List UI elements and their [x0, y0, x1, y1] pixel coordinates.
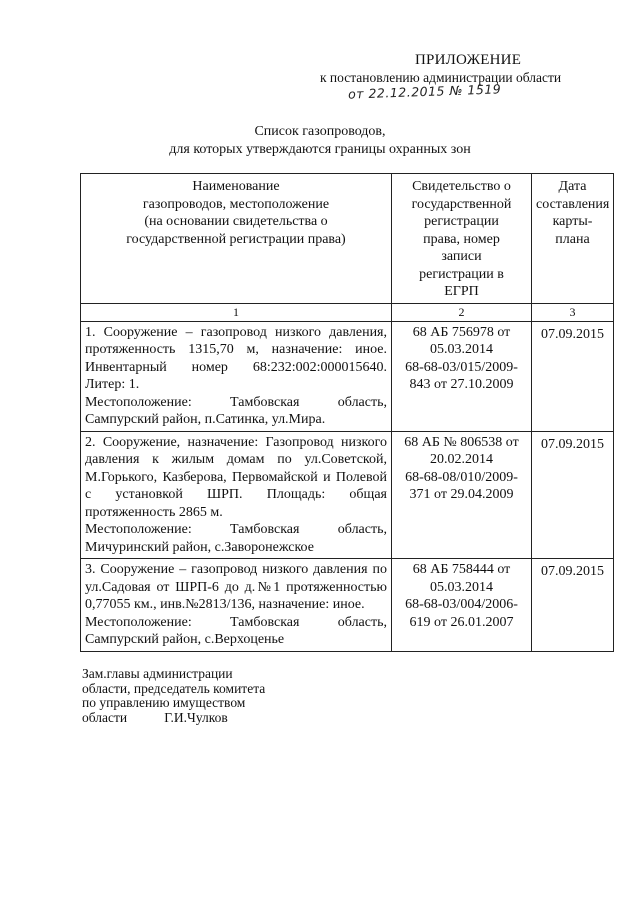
registration-line: 05.03.2014	[430, 342, 493, 357]
header-line: ЕГРП	[444, 284, 479, 299]
pipeline-location: Местоположение: Тамбовская область, Сампурский район, с.Верхоценье	[85, 614, 387, 647]
signature-line: Зам.главы администрации	[82, 666, 233, 681]
registration-line: 68-68-08/010/2009-	[405, 469, 518, 485]
map-date: 07.09.2015	[532, 321, 614, 431]
header-line: регистрации в	[419, 266, 504, 282]
signature-line: по управлению имуществом	[82, 695, 246, 710]
registration-cell	[392, 559, 532, 652]
registration-line: 68 АБ 756978 от	[412, 324, 511, 340]
header-line: (на основании свидетельства о	[144, 214, 328, 229]
registration-line: 05.03.2014	[430, 579, 493, 595]
signature-last-line	[82, 711, 265, 726]
registration-line: 20.02.2014	[430, 452, 493, 467]
header-line: плана	[555, 231, 590, 247]
pipeline-description-cell	[81, 321, 392, 431]
registration-line: 68 АБ 758444 от	[412, 562, 511, 577]
table-header-row	[81, 174, 614, 304]
signatory-name: Г.И.Чулков	[164, 709, 228, 725]
column-number: 2	[392, 303, 532, 321]
pipeline-description-cell	[81, 431, 392, 559]
column-number-row	[81, 303, 614, 321]
list-title-line-1: Список газопроводов,	[254, 124, 386, 139]
header-line: Дата	[558, 179, 587, 194]
header-line: записи	[441, 249, 482, 264]
list-title-line-2: для которых утверждаются границы охранных зон	[169, 142, 471, 157]
registration-cell	[392, 321, 532, 431]
header-line: государственной регистрации права)	[126, 231, 346, 247]
pipeline-location: Местоположение: Тамбовская область, Сампурский район, п.Сатинка, ул.Мира.	[85, 394, 387, 427]
column-number: 3	[532, 303, 614, 321]
header-line: государственной	[411, 196, 512, 212]
registration-line: 68-68-03/015/2009-	[405, 359, 518, 375]
registration-cell	[392, 431, 532, 559]
appendix-subtitle: к постановлению администрации области	[320, 70, 562, 85]
pipeline-description: 1. Сооружение – газопровод низкого давления, протяженность 1315,70 м, назначение: иное. Инвентарный номер 68:232:002:000015640. Литер: 1.	[85, 324, 387, 392]
table-row	[81, 321, 614, 431]
pipeline-description: 3. Сооружение – газопровод низкого давления по ул.Садовая от ШРП-6 до д.№1 протяженностью 0,77055 км., инв.№2813/136, назначение: иное.	[85, 562, 387, 612]
registration-line: 619 от 26.01.2007	[409, 614, 514, 630]
registration-line: 843 от 27.10.2009	[409, 377, 514, 392]
signature-prefix: области	[82, 709, 128, 725]
header-line: регистрации	[424, 214, 499, 229]
header-map-date	[532, 174, 614, 304]
header-name-location	[81, 174, 392, 304]
signature-line: области, председатель комитета	[82, 680, 266, 696]
gas-pipelines-table	[80, 173, 614, 652]
appendix-title: ПРИЛОЖЕНИЕ	[415, 52, 522, 68]
list-title	[0, 123, 640, 159]
header-registration	[392, 174, 532, 304]
registration-line: 68-68-03/004/2006-	[405, 597, 518, 612]
pipeline-location: Местоположение: Тамбовская область, Мичуринский район, с.Заворонежское	[85, 522, 387, 555]
pipeline-description: 2. Сооружение, назначение: Газопровод низкого давления к жилым домам по ул.Советской, М.Горького, Казберова, Первомайской и Полевой с установкой ШРП. Площадь: общая протяженность 2865 м.	[85, 434, 387, 520]
map-date: 07.09.2015	[532, 431, 614, 559]
signature-block	[82, 667, 265, 725]
header-line: Наименование	[192, 179, 280, 194]
header-line: Свидетельство о	[412, 179, 511, 194]
table-row	[81, 559, 614, 652]
header-line: газопроводов, местоположение	[142, 196, 330, 212]
column-number: 1	[81, 303, 392, 321]
registration-line: 68 АБ № 806538 от	[404, 434, 519, 450]
table-row	[81, 431, 614, 559]
registration-line: 371 от 29.04.2009	[409, 487, 514, 502]
header-line: права, номер	[423, 231, 500, 247]
map-date: 07.09.2015	[532, 559, 614, 652]
handwritten-date-number: от 22.12.2015 № 1519	[347, 81, 502, 102]
header-line: составления	[536, 196, 610, 212]
header-line: карты-	[552, 214, 593, 229]
pipeline-description-cell	[81, 559, 392, 652]
